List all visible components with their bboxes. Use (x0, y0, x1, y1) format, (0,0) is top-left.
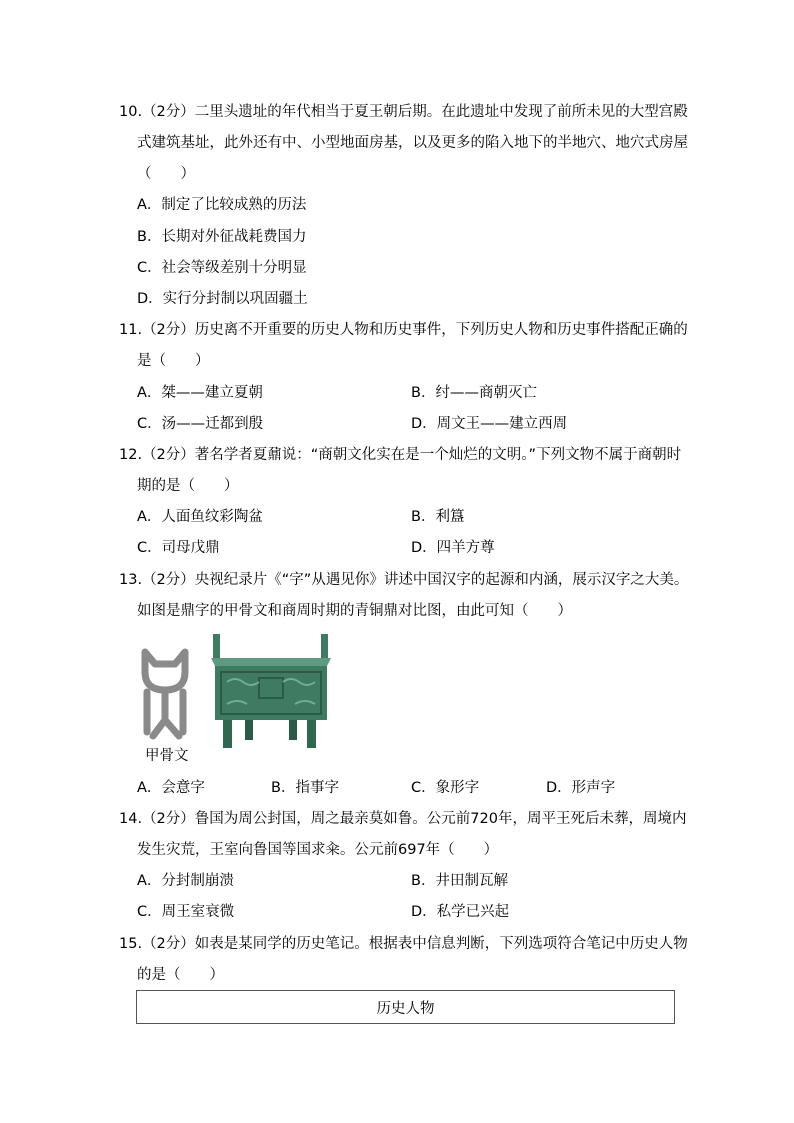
option-text: 周王室衰微 (161, 904, 235, 920)
option-text: 司母戊鼎 (161, 540, 220, 556)
option-10-c[interactable] (137, 258, 307, 278)
option-14-d[interactable] (411, 902, 509, 922)
option-letter: A． (137, 780, 162, 796)
question-number: 10. (119, 104, 143, 120)
option-text: 井田制瓦解 (435, 873, 508, 889)
option-letter: A． (137, 385, 162, 401)
option-text: 会意字 (161, 780, 205, 796)
option-letter: A． (137, 509, 162, 525)
option-letter: C． (137, 416, 162, 432)
option-13-c[interactable] (411, 778, 479, 798)
question-number: 15. (119, 936, 143, 952)
option-letter: C． (137, 260, 162, 276)
history-notes-table (136, 990, 675, 1024)
question-14-line-1 (119, 809, 686, 829)
question-11-line-1 (119, 320, 688, 340)
question-15-line-1 (119, 934, 688, 954)
option-letter: D． (137, 291, 163, 307)
option-13-d[interactable] (546, 778, 615, 798)
option-13-b[interactable] (271, 778, 339, 798)
question-text: 央视纪录片《“字”从遇见你》讲述中国汉字的起源和内涵，展示汉字之大美。 (194, 572, 689, 588)
question-score: （2分） (142, 104, 195, 120)
option-11-a[interactable] (137, 383, 263, 403)
option-text: 实行分封制以巩固疆土 (162, 291, 308, 307)
question-score: （2分） (142, 811, 195, 827)
question-text: 如表是某同学的历史笔记。根据表中信息判断，下列选项符合笔记中历史人物 (194, 936, 688, 952)
question-13-line-2: 如图是鼎字的甲骨文和商周时期的青铜鼎对比图，由此可知（ ） (137, 603, 572, 619)
option-letter: B． (271, 780, 296, 796)
table-header-cell: 历史人物 (376, 1000, 435, 1017)
option-letter: D． (411, 416, 437, 432)
question-10-line-1 (119, 102, 688, 122)
question-15-line-2: 的是（ ） (137, 967, 224, 983)
question-10-line-2: 式建筑基址，此外还有中、小型地面房基，以及更多的陷入地下的半地穴、地穴式房屋 (137, 135, 688, 151)
figure-caption: 甲骨文 (145, 748, 189, 764)
question-number: 13. (119, 572, 143, 588)
option-10-b[interactable] (137, 227, 306, 247)
question-13-line-1 (119, 570, 688, 590)
option-11-b[interactable] (411, 383, 537, 403)
option-text: 人面鱼纹彩陶盆 (161, 509, 263, 525)
question-text: 历史离不开重要的历史人物和历史事件，下列历史人物和历史事件搭配正确的 (194, 322, 688, 338)
question-score: （2分） (142, 447, 195, 463)
question-number: 14. (119, 811, 143, 827)
option-letter: C． (137, 540, 162, 556)
option-12-c[interactable] (137, 538, 220, 558)
option-text: 桀——建立夏朝 (161, 385, 263, 401)
question-text: 鲁国为周公封国，周之最亲莫如鲁。公元前720年，周平王死后未葬，周境内 (194, 811, 687, 827)
option-text: 纣——商朝灭亡 (435, 385, 537, 401)
option-letter: B． (411, 873, 436, 889)
question-score: （2分） (142, 936, 195, 952)
option-10-a[interactable] (137, 195, 306, 215)
option-12-d[interactable] (411, 538, 495, 558)
option-letter: B． (411, 385, 436, 401)
option-letter: D． (411, 904, 437, 920)
option-text: 私学已兴起 (436, 904, 510, 920)
question-12-line-2: 期的是（ ） (137, 478, 239, 494)
option-11-c[interactable] (137, 414, 263, 434)
option-10-d[interactable] (137, 289, 308, 309)
option-letter: D． (411, 540, 437, 556)
option-text: 形声字 (571, 780, 616, 796)
option-14-a[interactable] (137, 871, 234, 891)
option-letter: B． (411, 509, 436, 525)
option-text: 社会等级差别十分明显 (161, 260, 307, 276)
option-letter: B． (137, 229, 162, 245)
option-letter: D． (546, 780, 572, 796)
option-12-b[interactable] (411, 507, 464, 527)
option-text: 长期对外征战耗费国力 (161, 229, 307, 245)
option-letter: C． (137, 904, 162, 920)
option-letter: A． (137, 197, 162, 213)
question-text: 著名学者夏鼐说：“商朝文化实在是一个灿烂的文明。”下列文物不属于商朝时 (194, 447, 682, 463)
question-score: （2分） (142, 572, 195, 588)
question-number: 11. (119, 322, 143, 338)
bronze-ding-vessel (211, 634, 331, 748)
option-letter: A． (137, 873, 162, 889)
oracle-bone-ding-glyph (145, 652, 185, 736)
question-11-line-2: 是（ ） (137, 353, 210, 369)
question-number: 12. (119, 447, 143, 463)
question-14-line-2: 发生灾荒，王室向鲁国等国求籴。公元前697年（ ） (137, 842, 499, 858)
question-text: 二里头遗址的年代相当于夏王朝后期。在此遗址中发现了前所未见的大型宫殿 (194, 104, 688, 120)
ding-comparison-figure (137, 632, 337, 772)
option-14-b[interactable] (411, 871, 508, 891)
option-13-a[interactable] (137, 778, 205, 798)
option-text: 四羊方尊 (436, 540, 495, 556)
option-text: 汤——迁都到殷 (161, 416, 264, 432)
option-text: 利簋 (435, 509, 465, 525)
option-14-c[interactable] (137, 902, 234, 922)
option-text: 指事字 (295, 780, 339, 796)
option-letter: C． (411, 780, 436, 796)
question-12-line-1 (119, 445, 681, 465)
question-score: （2分） (142, 322, 195, 338)
option-text: 制定了比较成熟的历法 (161, 197, 307, 213)
option-text: 周文王——建立西周 (436, 416, 568, 432)
option-text: 象形字 (435, 780, 480, 796)
question-10-line-3: （ ） (137, 166, 195, 182)
option-text: 分封制崩溃 (161, 873, 234, 889)
option-11-d[interactable] (411, 414, 567, 434)
option-12-a[interactable] (137, 507, 263, 527)
